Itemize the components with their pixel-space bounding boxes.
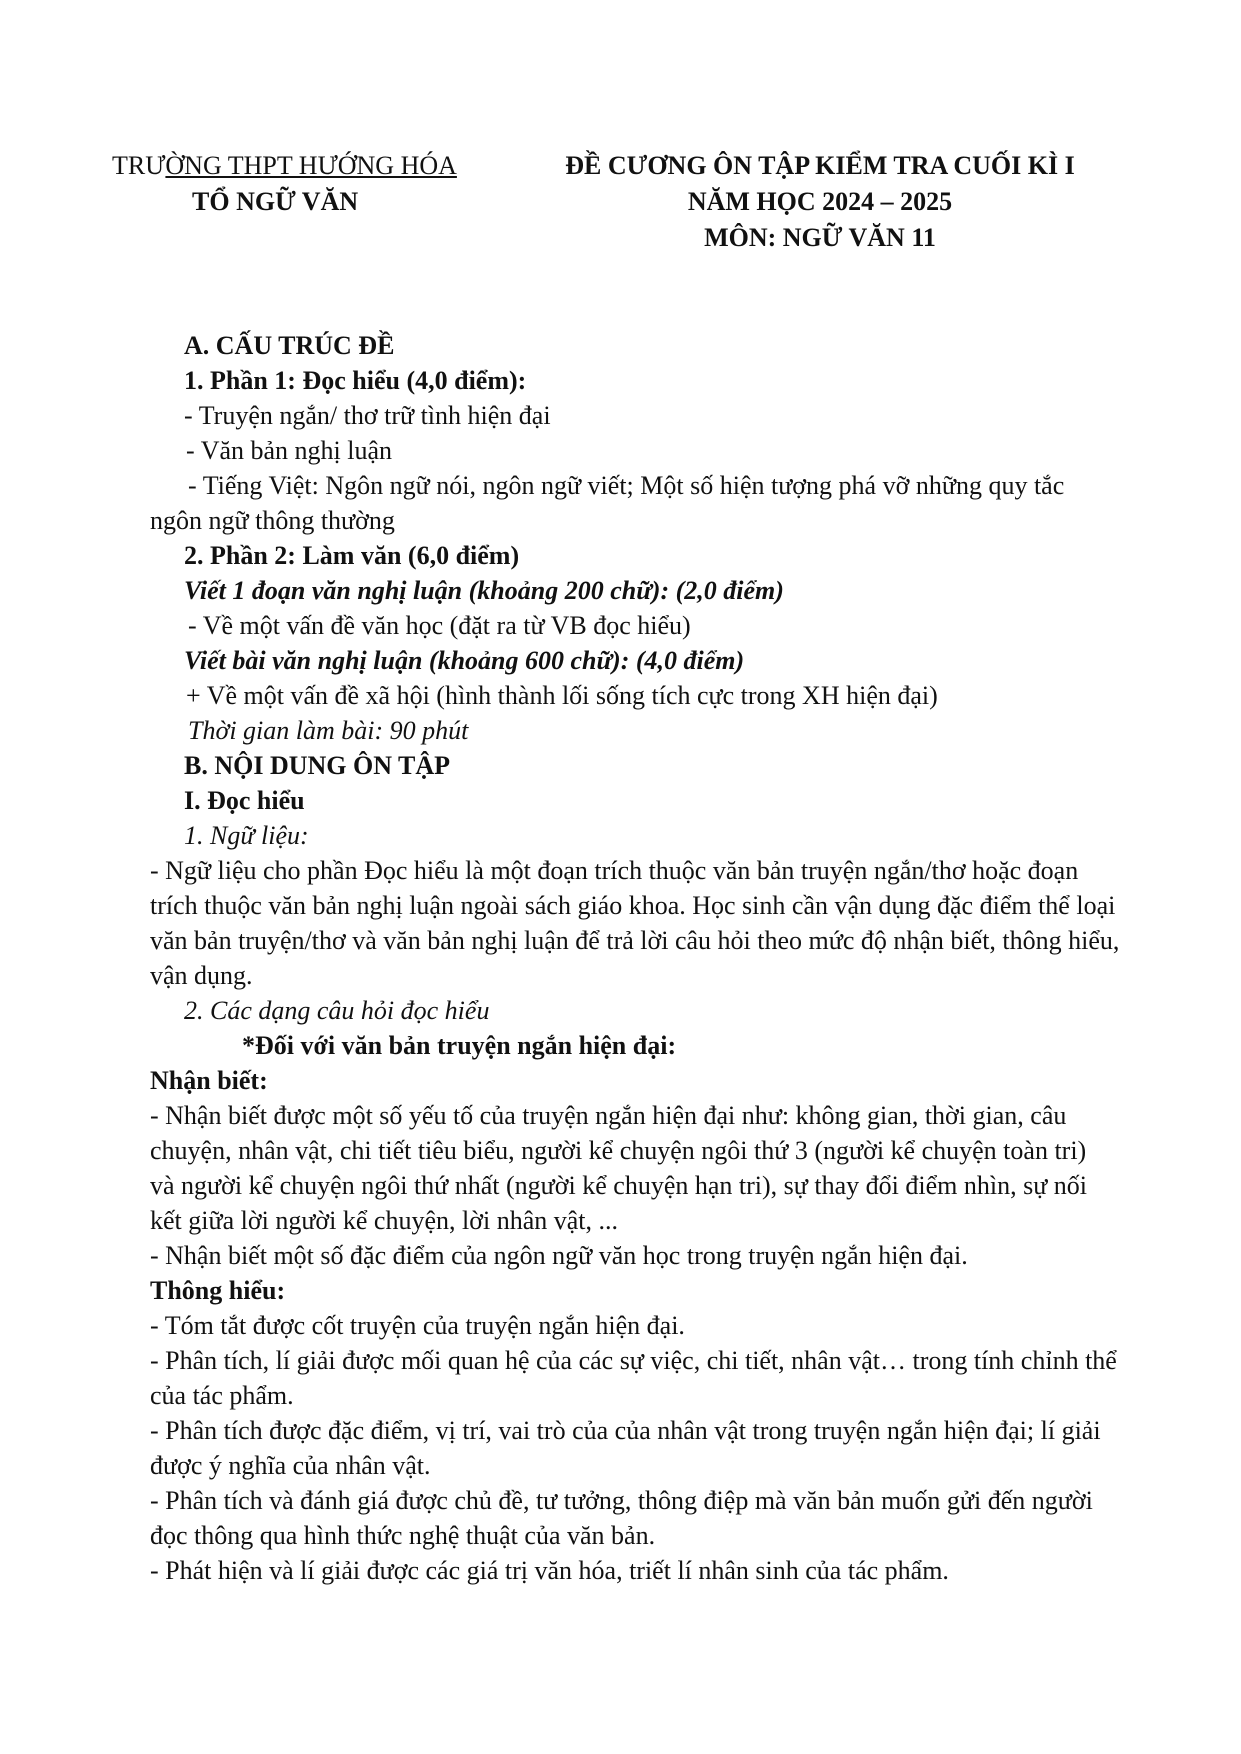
document-body — [150, 328, 1140, 1588]
thong-hieu-line: của tác phẩm. — [150, 1381, 294, 1410]
document-title: ĐỀ CƯƠNG ÔN TẬP KIỂM TRA CUỐI KÌ I — [565, 151, 1075, 180]
thong-hieu-line: - Tóm tắt được cốt truyện của truyện ngắn hiện đại. — [150, 1311, 685, 1340]
part2-task1-item: - Về một vấn đề văn học (đặt ra từ VB đọc hiểu) — [188, 611, 691, 640]
nhan-biet-line: chuyện, nhân vật, chi tiết tiêu biểu, người kể chuyện ngôi thứ 3 (người kể chuyện toàn tri) — [150, 1136, 1087, 1165]
school-year: NĂM HỌC 2024 – 2025 — [687, 187, 953, 216]
department-name: TỔ NGỮ VĂN — [192, 187, 359, 216]
part2-task1: Viết 1 đoạn văn nghị luận (khoảng 200 chữ): (2,0 điểm) — [184, 576, 784, 605]
thong-hieu-line: - Phát hiện và lí giải được các giá trị văn hóa, triết lí nhân sinh của tác phẩm. — [150, 1556, 949, 1585]
story-heading: *Đối với văn bản truyện ngắn hiện đại: — [242, 1031, 677, 1060]
item1-heading: 1. Ngữ liệu: — [184, 821, 309, 850]
section-b-heading: B. NỘI DUNG ÔN TẬP — [184, 751, 451, 780]
section-a-heading: A. CẤU TRÚC ĐỀ — [184, 331, 395, 360]
part1-heading: 1. Phần 1: Đọc hiểu (4,0 điểm): — [184, 366, 527, 395]
part2-heading: 2. Phần 2: Làm văn (6,0 điểm) — [184, 541, 520, 570]
thong-hieu-line: - Phân tích và đánh giá được chủ đề, tư tưởng, thông điệp mà văn bản muốn gửi đến người — [150, 1486, 1093, 1515]
thong-hieu-line: được ý nghĩa của nhân vật. — [150, 1451, 431, 1480]
thong-hieu-heading: Thông hiểu: — [150, 1276, 286, 1305]
item1-paragraph-line: văn bản truyện/thơ và văn bản nghị luận để trả lời câu hỏi theo mức độ nhận biết, thông hiểu, — [150, 926, 1120, 955]
school-name-prefix: TRƯ — [112, 151, 166, 180]
thong-hieu-line: - Phân tích, lí giải được mối quan hệ của các sự việc, chi tiết, nhân vật… trong tính chỉnh thể — [150, 1346, 1117, 1375]
nhan-biet-line: - Nhận biết được một số yếu tố của truyện ngắn hiện đại như: không gian, thời gian, câu — [150, 1101, 1067, 1130]
exam-time: Thời gian làm bài: 90 phút — [188, 716, 469, 745]
item1-paragraph-line: trích thuộc văn bản nghị luận ngoài sách giáo khoa. Học sinh cần vận dụng đặc điểm thể loại — [150, 891, 1116, 920]
part2-task2-item: + Về một vấn đề xã hội (hình thành lối sống tích cực trong XH hiện đại) — [186, 681, 938, 710]
document-title-block — [520, 148, 1120, 256]
part1-item: - Tiếng Việt: Ngôn ngữ nói, ngôn ngữ viết; Một số hiện tượng phá vỡ những quy tắc — [188, 471, 1065, 500]
nhan-biet-heading: Nhận biết: — [150, 1066, 268, 1095]
nhan-biet-line: và người kể chuyện ngôi thứ nhất (người kể chuyện hạn tri), sự thay đổi điểm nhìn, sự nối — [150, 1171, 1088, 1200]
part1-item: - Văn bản nghị luận — [186, 436, 393, 465]
nhan-biet-line: kết giữa lời người kể chuyện, lời nhân vật, ... — [150, 1206, 618, 1235]
thong-hieu-line: đọc thông qua hình thức nghệ thuật của văn bản. — [150, 1521, 656, 1550]
part2-task2: Viết bài văn nghị luận (khoảng 600 chữ): (4,0 điểm) — [184, 646, 745, 675]
item2-heading: 2. Các dạng câu hỏi đọc hiểu — [184, 996, 490, 1025]
part1-item: - Truyện ngắn/ thơ trữ tình hiện đại — [184, 401, 551, 430]
subsection-i-heading: I. Đọc hiểu — [184, 786, 305, 815]
nhan-biet-line: - Nhận biết một số đặc điểm của ngôn ngữ văn học trong truyện ngắn hiện đại. — [150, 1241, 968, 1270]
subject: MÔN: NGỮ VĂN 11 — [704, 223, 936, 252]
item1-paragraph-line: vận dụng. — [150, 961, 253, 990]
item1-paragraph-line: - Ngữ liệu cho phần Đọc hiểu là một đoạn trích thuộc văn bản truyện ngắn/thơ hoặc đoạn — [150, 856, 1079, 885]
school-name-underlined: ỜNG THPT HƯỚNG HÓA — [165, 151, 457, 180]
part1-item: ngôn ngữ thông thường — [150, 506, 395, 535]
thong-hieu-line: - Phân tích được đặc điểm, vị trí, vai trò của của nhân vật trong truyện ngắn hiện đại; lí giải — [150, 1416, 1101, 1445]
school-name — [112, 148, 457, 184]
